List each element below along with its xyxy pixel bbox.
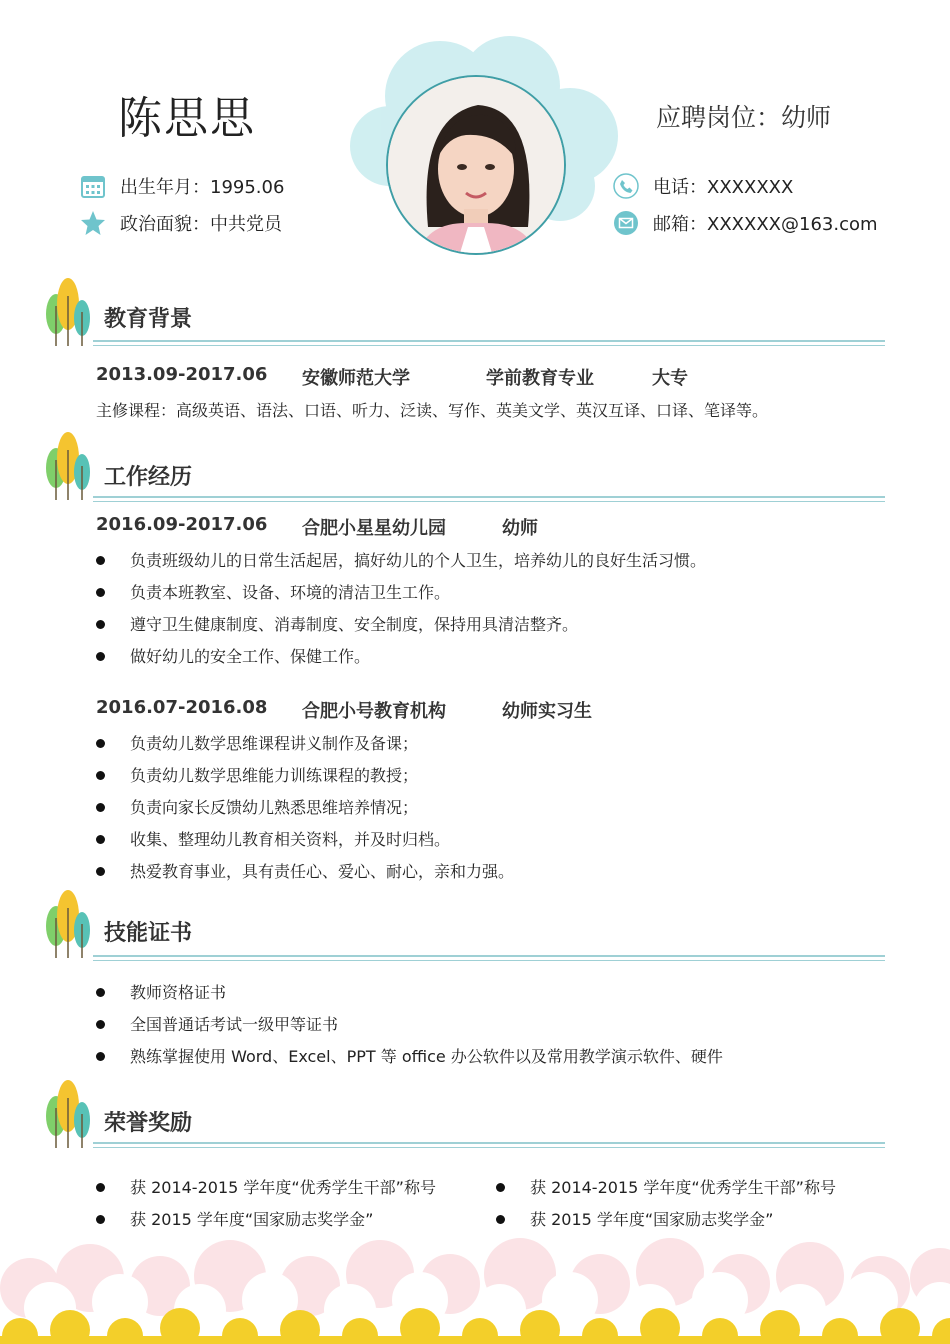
tree-icon [42, 276, 92, 348]
bottom-cloud-decoration [0, 1238, 950, 1344]
email-row [613, 210, 878, 236]
skills-list [96, 980, 896, 1076]
job1-period: 2016.09-2017.06 [96, 514, 268, 535]
tree-icon [42, 888, 92, 960]
list-item: 负责幼儿数学思维课程讲义制作及备课； [96, 731, 896, 763]
honors-list-left [96, 1175, 486, 1239]
section-divider [93, 955, 885, 961]
job1-role: 幼师 [502, 518, 538, 539]
edu-courses: 主修课程：高级英语、语法、口语、听力、泛读、写作、英美文学、英汉互译、口译、笔译等。 [96, 401, 769, 420]
phone-icon [613, 173, 639, 199]
job2-role: 幼师实习生 [502, 701, 592, 722]
star-icon [80, 210, 106, 236]
honors-list-right [496, 1175, 906, 1239]
politics-row [80, 210, 282, 236]
phone-row [613, 173, 793, 199]
calendar-icon [80, 173, 106, 199]
applied-position: 应聘岗位：幼师 [656, 103, 832, 132]
applicant-name: 陈思思 [118, 93, 256, 144]
envelope-icon [613, 210, 639, 236]
list-item: 熟练掌握使用 Word、Excel、PPT 等 office 办公软件以及常用教学演示软件、硬件 [96, 1044, 896, 1076]
section-title-skills: 技能证书 [104, 921, 193, 946]
list-item: 全国普通话考试一级甲等证书 [96, 1012, 896, 1044]
list-item: 获 2015 学年度“国家励志奖学金” [96, 1207, 486, 1239]
list-item: 热爱教育事业，具有责任心、爱心、耐心，亲和力强。 [96, 859, 896, 891]
list-item: 负责班级幼儿的日常生活起居，搞好幼儿的个人卫生，培养幼儿的良好生活习惯。 [96, 548, 896, 580]
list-item: 获 2015 学年度“国家励志奖学金” [496, 1207, 906, 1239]
job1-duties [96, 548, 896, 676]
portrait-image [388, 77, 564, 253]
list-item: 获 2014-2015 学年度“优秀学生干部”称号 [96, 1175, 486, 1207]
job2-period: 2016.07-2016.08 [96, 697, 268, 718]
edu-degree: 大专 [652, 368, 688, 389]
birth-row [80, 173, 284, 199]
job2-duties [96, 731, 896, 891]
list-item: 遵守卫生健康制度、消毒制度、安全制度，保持用具清洁整齐。 [96, 612, 896, 644]
list-item: 负责幼儿数学思维能力训练课程的教授； [96, 763, 896, 795]
job1-company: 合肥小星星幼儿园 [302, 518, 446, 539]
edu-period: 2013.09-2017.06 [96, 364, 268, 385]
tree-icon [42, 430, 92, 502]
politics-text: 政治面貌：中共党员 [120, 214, 282, 235]
section-title-education: 教育背景 [104, 307, 193, 332]
tree-icon [42, 1078, 92, 1150]
list-item: 获 2014-2015 学年度“优秀学生干部”称号 [496, 1175, 906, 1207]
list-item: 负责向家长反馈幼儿熟悉思维培养情况； [96, 795, 896, 827]
list-item: 收集、整理幼儿教育相关资料，并及时归档。 [96, 827, 896, 859]
job2-company: 合肥小号教育机构 [302, 701, 446, 722]
phone-text: 电话：XXXXXXX [653, 177, 794, 198]
section-divider [93, 1142, 885, 1148]
birth-text: 出生年月：1995.06 [120, 177, 285, 198]
email-text: 邮箱：XXXXXX@163.com [653, 214, 878, 235]
edu-school: 安徽师范大学 [302, 368, 410, 389]
profile-photo [386, 75, 566, 255]
section-divider [93, 496, 885, 502]
list-item: 负责本班教室、设备、环境的清洁卫生工作。 [96, 580, 896, 612]
section-title-honors: 荣誉奖励 [104, 1111, 193, 1136]
section-divider [93, 340, 885, 346]
list-item: 做好幼儿的安全工作、保健工作。 [96, 644, 896, 676]
list-item: 教师资格证书 [96, 980, 896, 1012]
section-title-work: 工作经历 [104, 465, 193, 490]
edu-major: 学前教育专业 [486, 368, 594, 389]
